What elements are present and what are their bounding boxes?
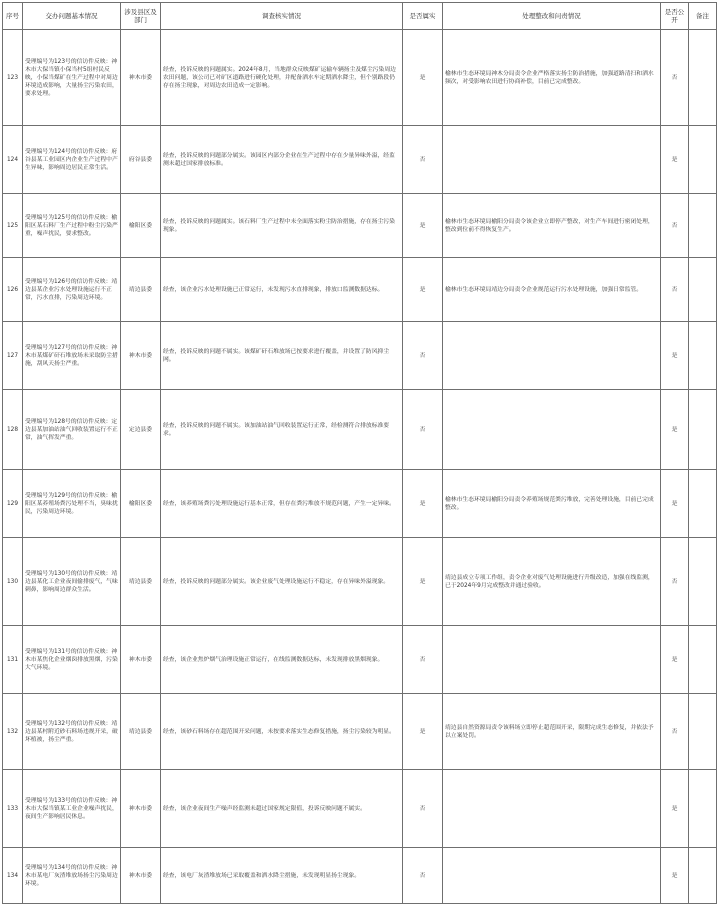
- cell-note: [689, 626, 717, 694]
- cell-verified: 是: [403, 538, 443, 626]
- cell-measure: 榆林市生态环境局靖边分局责令企业规范运行污水处理设施，加强日常监管。: [443, 258, 661, 322]
- cell-dept: 神木市委: [121, 770, 161, 848]
- cell-public: 是: [661, 390, 689, 470]
- cell-summary: 受理编号为131号的信访件反映：神木市某焦化企业烟囱排放黑烟，污染大气环境。: [23, 626, 121, 694]
- cell-result: 经查，该企业夜间生产噪声经监测未超过国家规定限值，投诉反映问题不属实。: [161, 770, 403, 848]
- cell-public: 是: [661, 126, 689, 194]
- cell-dept: 靖边县委: [121, 258, 161, 322]
- header-verified: 是否属实: [403, 3, 443, 30]
- table-row: [3, 626, 717, 694]
- cell-index: 130: [3, 538, 23, 626]
- cell-verified: 否: [403, 126, 443, 194]
- cell-result: 经查，投诉反映的问题部分属实。该园区内部分企业在生产过程中存在少量异味外溢，经监测未超过国家排放标准。: [161, 126, 403, 194]
- cell-measure: 靖边县自然资源局责令该料场立即停止超范围开采，限期完成生态修复，并依法予以立案处罚。: [443, 694, 661, 770]
- cell-note: [689, 848, 717, 904]
- cell-verified: 是: [403, 258, 443, 322]
- header-result: 调查核实情况: [161, 3, 403, 30]
- cell-measure: 榆林市生态环境局榆阳分局责令养殖场规范粪污堆放，完善处理设施，目前已完成整改。: [443, 470, 661, 538]
- cell-summary: 受理编号为132号的信访件反映：靖边县某村附近砂石料场违规开采，破坏植被，扬尘严重。: [23, 694, 121, 770]
- cell-index: 127: [3, 322, 23, 390]
- cell-measure: [443, 848, 661, 904]
- cell-public: 是: [661, 848, 689, 904]
- cell-note: [689, 538, 717, 626]
- header-public: 是否公开: [661, 3, 689, 30]
- table-row: [3, 770, 717, 848]
- cell-public: 是: [661, 770, 689, 848]
- cell-result: 经查，该养殖场粪污处理设施运行基本正常，但存在粪污堆放不规范问题，产生一定异味。: [161, 470, 403, 538]
- cell-measure: [443, 770, 661, 848]
- cell-measure: [443, 126, 661, 194]
- cell-public: 是: [661, 322, 689, 390]
- cell-result: 经查，该企业焦炉烟气治理设施正常运行，在线监测数据达标，未发现排放黑烟现象。: [161, 626, 403, 694]
- table-header-row: [3, 3, 717, 30]
- header-summary: 交办问题基本情况: [23, 3, 121, 30]
- cell-summary: 受理编号为129号的信访件反映：榆阳区某养殖场粪污处理不当，臭味扰民，污染周边环境。: [23, 470, 121, 538]
- cell-note: [689, 322, 717, 390]
- cell-note: [689, 694, 717, 770]
- cell-dept: 靖边县委: [121, 538, 161, 626]
- cell-public: 否: [661, 258, 689, 322]
- cell-summary: 受理编号为123号的信访件反映：神木市大保当镇小保当村5组村民反映，小保当煤矿在生产过程中对周边环境造成影响，大量扬尘污染农田，要求处理。: [23, 30, 121, 126]
- cell-note: [689, 194, 717, 258]
- cell-public: 否: [661, 194, 689, 258]
- cell-dept: 神木市委: [121, 30, 161, 126]
- table-row: [3, 848, 717, 904]
- cell-measure: [443, 390, 661, 470]
- table-row: [3, 194, 717, 258]
- cell-public: 否: [661, 30, 689, 126]
- cell-measure: [443, 626, 661, 694]
- cell-public: 是: [661, 470, 689, 538]
- cell-measure: 榆林市生态环境局榆阳分局责令该企业立即停产整改，对生产车间进行密闭处理，整改到位前不得恢复生产。: [443, 194, 661, 258]
- cell-summary: 受理编号为124号的信访件反映：府谷县某工业园区内企业生产过程中产生异味，影响周边居民正常生活。: [23, 126, 121, 194]
- cell-verified: 否: [403, 626, 443, 694]
- cell-result: 经查，投诉反映的问题属实。2024年8月，当地群众反映煤矿运输车辆扬尘及煤尘污染周边农田问题，该公司已对矿区道路进行硬化处理，并配备洒水车定期洒水降尘，但个别路段仍存在扬尘现象，对周边农田造成一定影响。: [161, 30, 403, 126]
- table-row: [3, 470, 717, 538]
- cell-note: [689, 390, 717, 470]
- cell-index: 132: [3, 694, 23, 770]
- cell-index: 128: [3, 390, 23, 470]
- cell-summary: 受理编号为127号的信访件反映：神木市某煤矿矸石堆放场未采取防尘措施，刮风天扬尘严重。: [23, 322, 121, 390]
- cell-verified: 否: [403, 848, 443, 904]
- cell-public: 否: [661, 694, 689, 770]
- cell-dept: 靖边县委: [121, 694, 161, 770]
- cell-verified: 是: [403, 470, 443, 538]
- cell-summary: 受理编号为130号的信访件反映：靖边县某化工企业夜间偷排废气，气味刺鼻，影响周边群众生活。: [23, 538, 121, 626]
- cell-result: 经查，该电厂灰渣堆放场已采取覆盖和洒水降尘措施，未发现明显扬尘现象。: [161, 848, 403, 904]
- cell-public: 否: [661, 538, 689, 626]
- header-dept: 涉及县区及部门: [121, 3, 161, 30]
- cell-dept: 神木市委: [121, 322, 161, 390]
- header-measure: 处理整改和问责情况: [443, 3, 661, 30]
- cell-dept: 榆阳区委: [121, 194, 161, 258]
- cell-result: 经查，投诉反映的问题不属实。该加油站油气回收装置运行正常，经检测符合排放标准要求。: [161, 390, 403, 470]
- cell-measure: 榆林市生态环境局神木分局责令企业严格落实扬尘防治措施，加强道路清扫和洒水频次，对受影响农田进行协商补偿，目前已完成整改。: [443, 30, 661, 126]
- cell-summary: 受理编号为134号的信访件反映：神木市某电厂灰渣堆放场扬尘污染周边环境。: [23, 848, 121, 904]
- cell-note: [689, 126, 717, 194]
- cell-result: 经查，该砂石料场存在超范围开采问题，未按要求落实生态修复措施，扬尘污染较为明显。: [161, 694, 403, 770]
- cell-summary: 受理编号为133号的信访件反映：神木市大保当镇某工业企业噪声扰民，夜间生产影响居民休息。: [23, 770, 121, 848]
- cell-index: 125: [3, 194, 23, 258]
- cell-result: 经查，投诉反映的问题属实。该石料厂生产过程中未全面落实粉尘防治措施，存在扬尘污染现象。: [161, 194, 403, 258]
- table-row: [3, 258, 717, 322]
- table-row: [3, 538, 717, 626]
- cell-note: [689, 258, 717, 322]
- cell-index: 123: [3, 30, 23, 126]
- cell-summary: 受理编号为126号的信访件反映：靖边县某企业污水处理设施运行不正常，污水直排，污染周边环境。: [23, 258, 121, 322]
- cell-note: [689, 470, 717, 538]
- cell-measure: 靖边县成立专项工作组，责令企业对废气处理设施进行升级改造，加强在线监测，已于2024年9月完成整改并通过验收。: [443, 538, 661, 626]
- header-index: 序号: [3, 3, 23, 30]
- cell-index: 133: [3, 770, 23, 848]
- cell-dept: 榆阳区委: [121, 470, 161, 538]
- table-row: [3, 322, 717, 390]
- cell-result: 经查，投诉反映的问题不属实。该煤矿矸石堆放场已按要求进行覆盖，并设置了防风抑尘网。: [161, 322, 403, 390]
- table-row: [3, 126, 717, 194]
- cell-verified: 否: [403, 770, 443, 848]
- table-row: [3, 390, 717, 470]
- cell-verified: 是: [403, 694, 443, 770]
- cell-note: [689, 30, 717, 126]
- cell-index: 124: [3, 126, 23, 194]
- cell-result: 经查，该企业污水处理设施已正常运行，未发现污水直排现象，排放口监测数据达标。: [161, 258, 403, 322]
- cell-dept: 定边县委: [121, 390, 161, 470]
- cell-verified: 否: [403, 322, 443, 390]
- cell-dept: 神木市委: [121, 626, 161, 694]
- cell-verified: 否: [403, 390, 443, 470]
- cell-index: 134: [3, 848, 23, 904]
- cell-measure: [443, 322, 661, 390]
- cell-verified: 是: [403, 194, 443, 258]
- cell-index: 129: [3, 470, 23, 538]
- table-row: [3, 30, 717, 126]
- cell-dept: 府谷县委: [121, 126, 161, 194]
- cell-summary: 受理编号为125号的信访件反映：榆阳区某石料厂生产过程中粉尘污染严重，噪声扰民，要求整改。: [23, 194, 121, 258]
- table-row: [3, 694, 717, 770]
- cell-index: 126: [3, 258, 23, 322]
- header-note: 备注: [689, 3, 717, 30]
- cell-index: 131: [3, 626, 23, 694]
- cell-dept: 神木市委: [121, 848, 161, 904]
- cell-verified: 是: [403, 30, 443, 126]
- complaint-table: [2, 2, 717, 904]
- cell-note: [689, 770, 717, 848]
- cell-public: 是: [661, 626, 689, 694]
- cell-result: 经查，投诉反映的问题部分属实。该企业废气处理设施运行不稳定，存在异味外溢现象。: [161, 538, 403, 626]
- cell-summary: 受理编号为128号的信访件反映：定边县某加油站油气回收装置运行不正常，油气挥发严重。: [23, 390, 121, 470]
